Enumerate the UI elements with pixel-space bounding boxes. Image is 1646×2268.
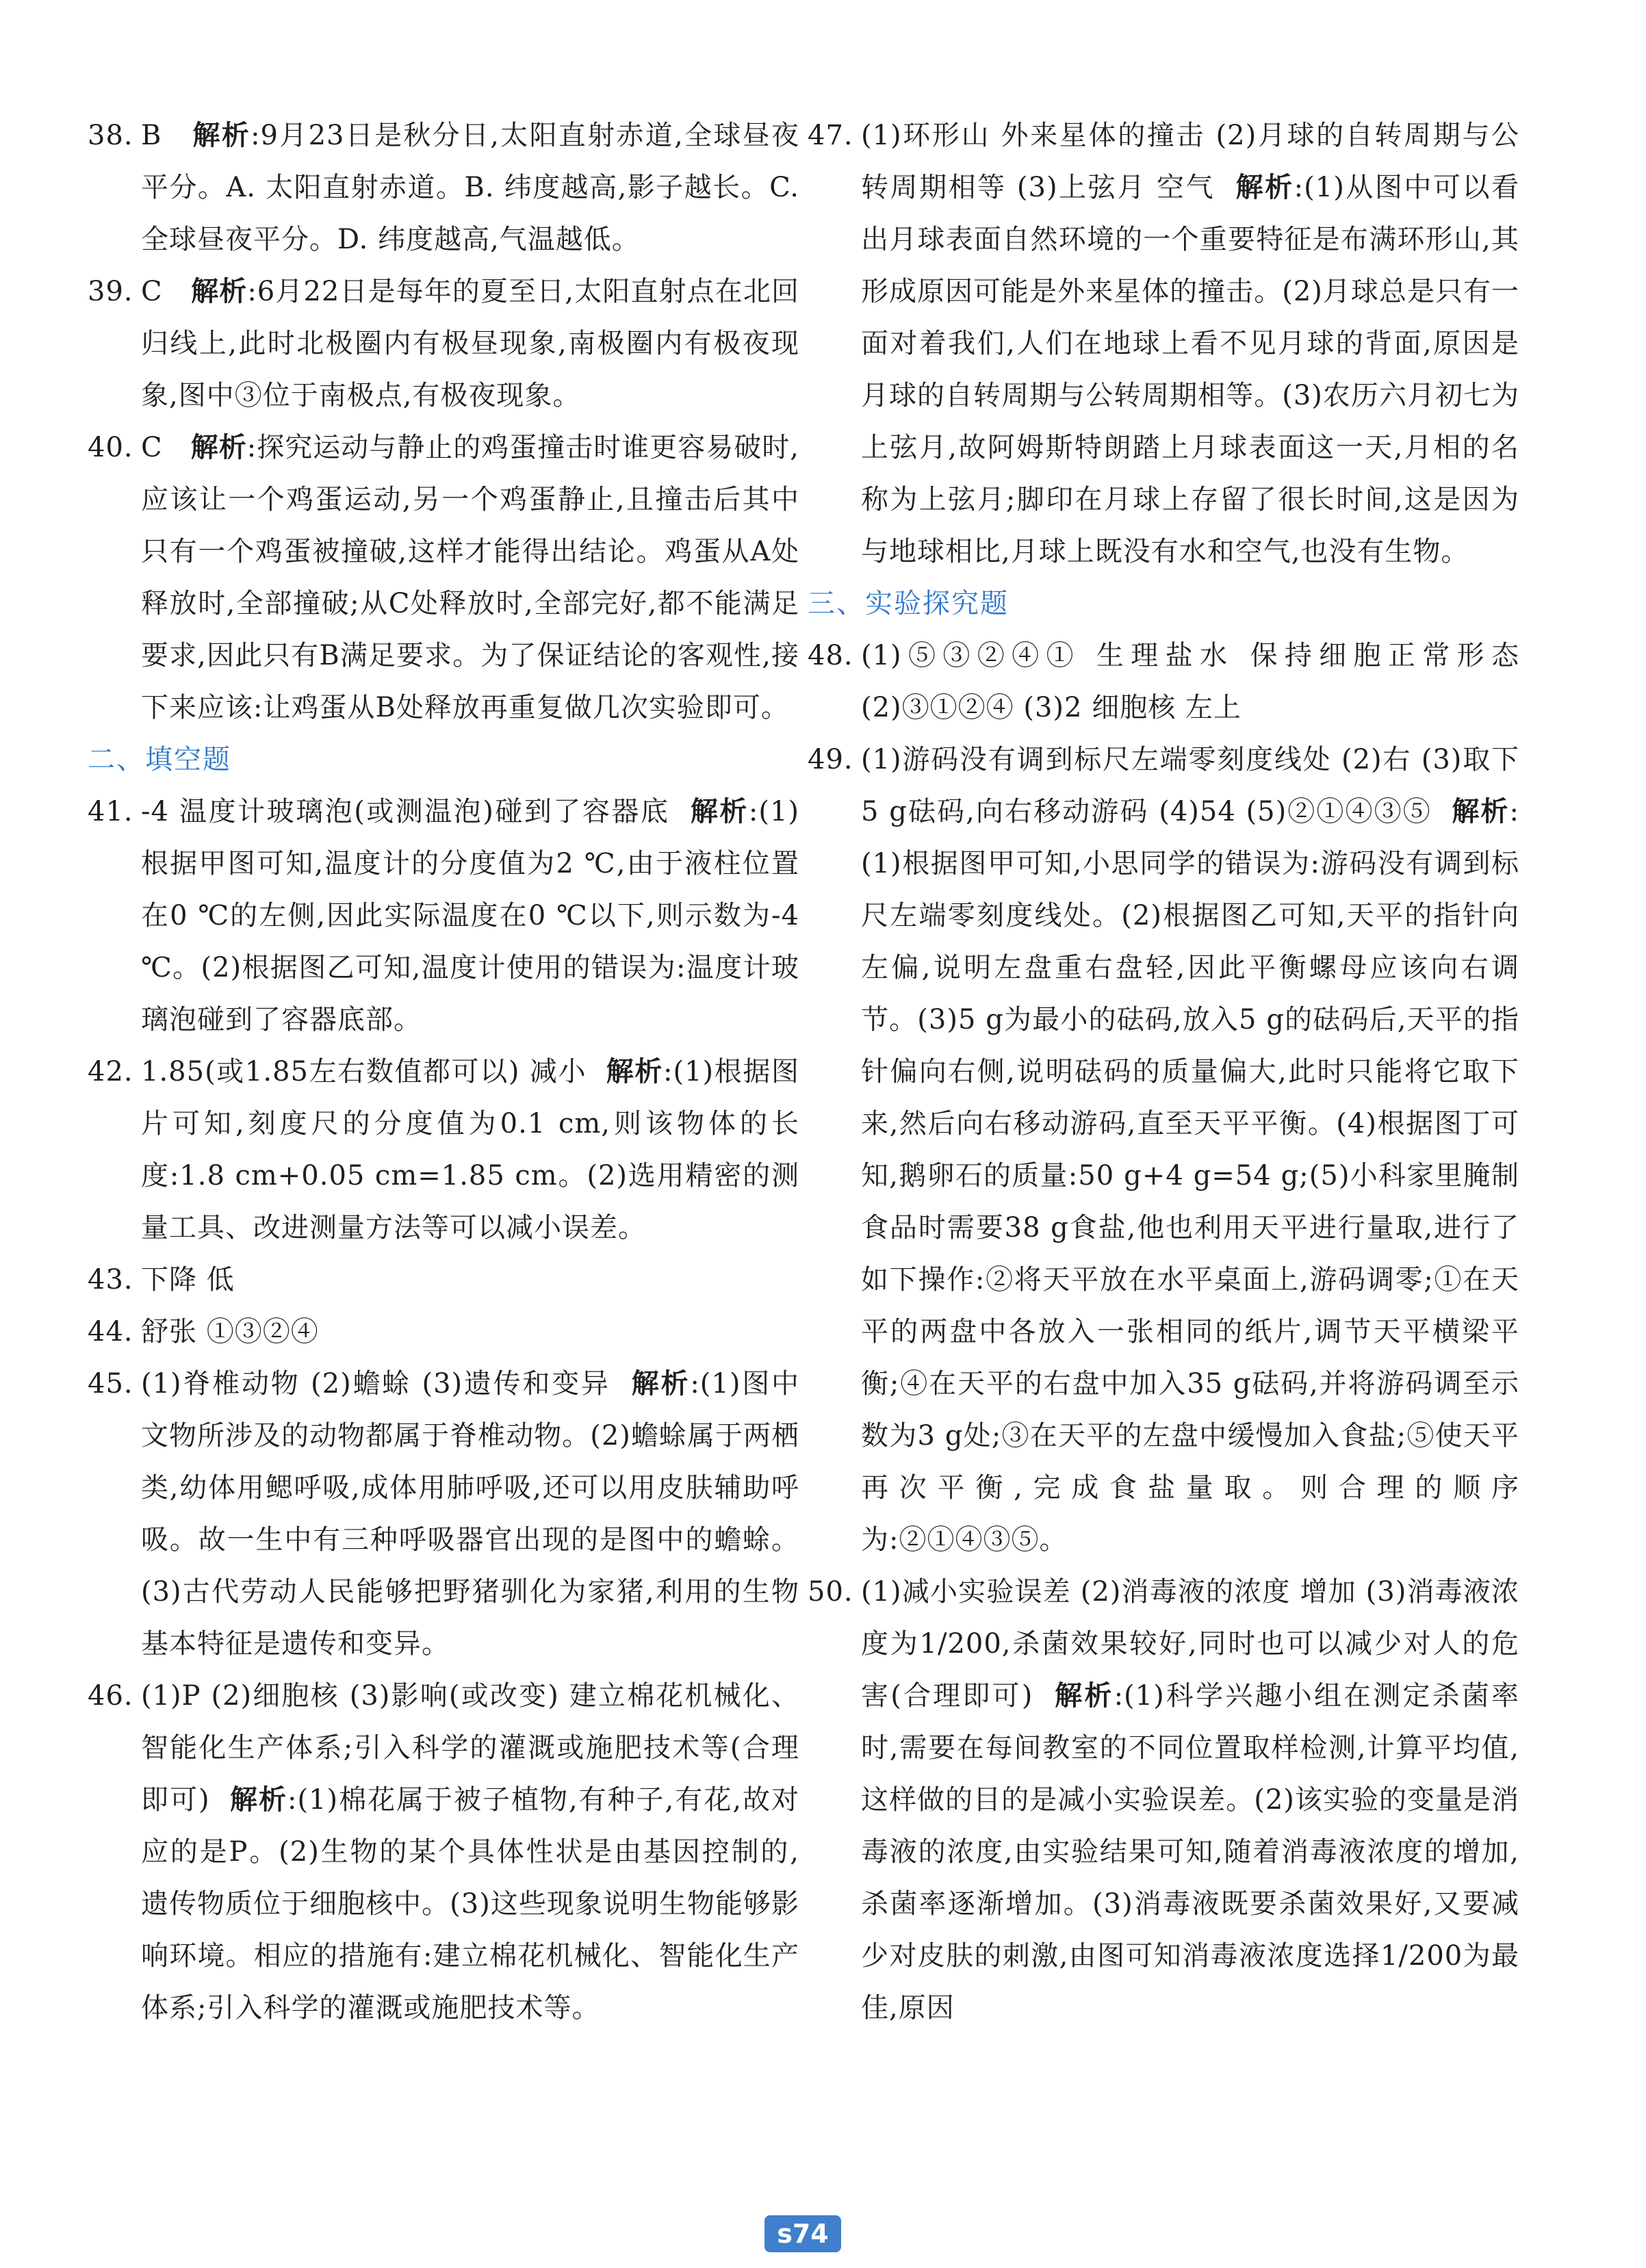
answer-item-44 xyxy=(88,1306,799,1358)
analysis-text: :探究运动与静止的鸡蛋撞击时谁更容易破时,应该让一个鸡蛋运动,另一个鸡蛋静止,且撞击后其中只有一个鸡蛋被撞破,这样才能得出结论。鸡蛋从A处释放时,全部撞破;从C处释放时,全部完好,都不能满足要求,因此只有B满足要求。为了保证结论的客观性,接下来应该:让鸡蛋从B处释放再重复做几次实验即可。 xyxy=(141,432,799,723)
section-heading-experiment: 三、实验探究题 xyxy=(808,588,1009,619)
analysis-label: 解析 xyxy=(606,1056,664,1087)
answer-item-45 xyxy=(88,1358,799,1670)
answer-item-41 xyxy=(88,786,799,1046)
item-number: 39. xyxy=(88,276,133,307)
item-number: 42. xyxy=(88,1056,133,1087)
item-number: 45. xyxy=(88,1368,133,1400)
answer-choice: B xyxy=(141,120,162,151)
answer-item-49 xyxy=(808,734,1519,1566)
analysis-text: :(1)根据图甲可知,小思同学的错误为:游码没有调到标尺左端零刻度线处。(2)根据图乙可知,天平的指针向左偏,说明左盘重右盘轻,因此平衡螺母应该向右调节。(3)5 g为最小的砝码,放入5 g的砝码后,天平的指针偏向右侧,说明砝码的质量偏大,此时只能将它取下来,然后向右移动游码,直至天平平衡。(4)根据图丁可知,鹅卵石的质量:50 g+4 g=54 g;(5)小科家里腌制食品时需要38 g食盐,他也利用天平进行量取,进行了如下操作:②将天平放在水平桌面上,游码调零;①在天平的两盘中各放入一张相同的纸片,调节天平横梁平衡;④在天平的右盘中加入35 g砝码,并将游码调至示数为3 g处;③在天平的左盘中缓慢加入食盐;⑤使天平再次平衡,完成食盐量取。则合理的顺序为:②①④③⑤。 xyxy=(861,796,1519,1556)
section-heading-fill-in: 二、填空题 xyxy=(88,744,231,775)
answer-text: (1)环形山 外来星体的撞击 (2)月球的自转周期与公转周期相等 (3)上弦月 空气 xyxy=(861,120,1519,203)
analysis-text: :(1)棉花属于被子植物,有种子,有花,故对应的是P。(2)生物的某个具体性状是由基因控制的,遗传物质位于细胞核中。(3)这些现象说明生物能够影响环境。相应的措施有:建立棉花机械化、智能化生产体系;引入科学的灌溉或施肥技术等。 xyxy=(141,1784,800,2024)
page-number-badge: s74 xyxy=(764,2215,841,2252)
answer-choice: C xyxy=(141,276,163,307)
item-number: 50. xyxy=(808,1576,853,1608)
answer-choice: C xyxy=(141,432,163,463)
answer-text: (1)P (2)细胞核 (3)影响(或改变) 建立棉花机械化、智能化生产体系;引入科学的灌溉或施肥技术等(合理即可) xyxy=(141,1680,799,1816)
answer-text: (1)游码没有调到标尺左端零刻度线处 (2)右 (3)取下5 g砝码,向右移动游码 (4)54 (5)②①④③⑤ xyxy=(861,744,1519,827)
item-number: 47. xyxy=(808,120,853,151)
answer-text: 1.85(或1.85左右数值都可以) 减小 xyxy=(141,1056,587,1087)
analysis-text: :9月23日是秋分日,太阳直射赤道,全球昼夜平分。A. 太阳直射赤道。B. 纬度越高,影子越长。C. 全球昼夜平分。D. 纬度越高,气温越低。 xyxy=(141,120,799,255)
analysis-text: :(1)从图中可以看出月球表面自然环境的一个重要特征是布满环形山,其形成原因可能是外来星体的撞击。(2)月球总是只有一面对着我们,人们在地球上看不见月球的背面,原因是月球的自转周期与公转周期相等。(3)农历六月初七为上弦月,故阿姆斯特朗踏上月球表面这一天,月相的名称为上弦月;脚印在月球上存留了很长时间,这是因为与地球相比,月球上既没有水和空气,也没有生物。 xyxy=(861,172,1520,567)
item-number: 48. xyxy=(808,640,853,671)
analysis-text: :(1)图中文物所涉及的动物都属于脊椎动物。(2)蟾蜍属于两栖类,幼体用鳃呼吸,成体用肺呼吸,还可以用皮肤辅助呼吸。故一生中有三种呼吸器官出现的是图中的蟾蜍。(3)古代劳动人民能够把野猪驯化为家猪,利用的生物基本特征是遗传和变异。 xyxy=(141,1368,799,1660)
analysis-label: 解析 xyxy=(191,276,248,307)
answer-item-48 xyxy=(808,630,1519,734)
answer-item-50 xyxy=(808,1566,1519,2034)
analysis-label: 解析 xyxy=(1452,796,1510,827)
analysis-text: :(1)根据图片可知,刻度尺的分度值为0.1 cm,则该物体的长度:1.8 cm+0.05 cm=1.85 cm。(2)选用精密的测量工具、改进测量方法等可以减小误差。 xyxy=(141,1056,800,1243)
analysis-text: :6月22日是每年的夏至日,太阳直射点在北回归线上,此时北极圈内有极昼现象,南极圈内有极夜现象,图中③位于南极点,有极夜现象。 xyxy=(141,276,799,411)
analysis-label: 解析 xyxy=(690,796,749,827)
right-column xyxy=(808,109,1519,2034)
item-number: 44. xyxy=(88,1316,133,1348)
analysis-text: :(1)根据甲图可知,温度计的分度值为2 ℃,由于液柱位置在0 ℃的左侧,因此实际温度在0 ℃以下,则示数为-4 ℃。(2)根据图乙可知,温度计使用的错误为:温度计玻璃泡碰到了容器底部。 xyxy=(141,796,800,1035)
answer-text: 舒张 ①③②④ xyxy=(141,1316,319,1348)
analysis-label: 解析 xyxy=(1055,1680,1114,1712)
analysis-text: :(1)科学兴趣小组在测定杀菌率时,需要在每间教室的不同位置取样检测,计算平均值,这样做的目的是减小实验误差。(2)该实验的变量是消毒液的浓度,由实验结果可知,随着消毒液浓度的增加,杀菌率逐渐增加。(3)消毒液既要杀菌效果好,又要减少对皮肤的刺激,由图可知消毒液浓度选择1/200为最佳,原因 xyxy=(861,1680,1519,2024)
answer-item-47 xyxy=(808,109,1519,578)
item-number: 40. xyxy=(88,432,133,463)
answer-item-39 xyxy=(88,266,799,422)
item-number: 49. xyxy=(808,744,853,775)
item-number: 43. xyxy=(88,1264,133,1296)
item-number: 41. xyxy=(88,796,133,827)
answer-item-43 xyxy=(88,1254,799,1306)
answer-text: -4 温度计玻璃泡(或测温泡)碰到了容器底 xyxy=(141,796,670,827)
answer-item-40 xyxy=(88,422,799,734)
analysis-label: 解析 xyxy=(1235,172,1294,203)
answer-item-46 xyxy=(88,1670,799,2034)
answer-item-38 xyxy=(88,109,799,266)
item-number: 38. xyxy=(88,120,133,151)
answer-text: (1)⑤③②④① 生理盐水 保持细胞正常形态 (2)③①②④ (3)2 细胞核 左上 xyxy=(861,640,1519,723)
item-number: 46. xyxy=(88,1680,133,1712)
answer-text: 下降 低 xyxy=(141,1264,235,1296)
answer-text: (1)脊椎动物 (2)蟾蜍 (3)遗传和变异 xyxy=(141,1368,610,1400)
analysis-label: 解析 xyxy=(631,1368,691,1400)
analysis-label: 解析 xyxy=(190,432,247,463)
analysis-label: 解析 xyxy=(192,120,251,151)
left-column xyxy=(88,109,799,2034)
answer-item-42 xyxy=(88,1046,799,1254)
answer-text: (1)减小实验误差 (2)消毒液的浓度 增加 (3)消毒液浓度为1/200,杀菌效果较好,同时也可以减少对人的危害(合理即可) xyxy=(861,1576,1519,1712)
analysis-label: 解析 xyxy=(229,1784,287,1816)
